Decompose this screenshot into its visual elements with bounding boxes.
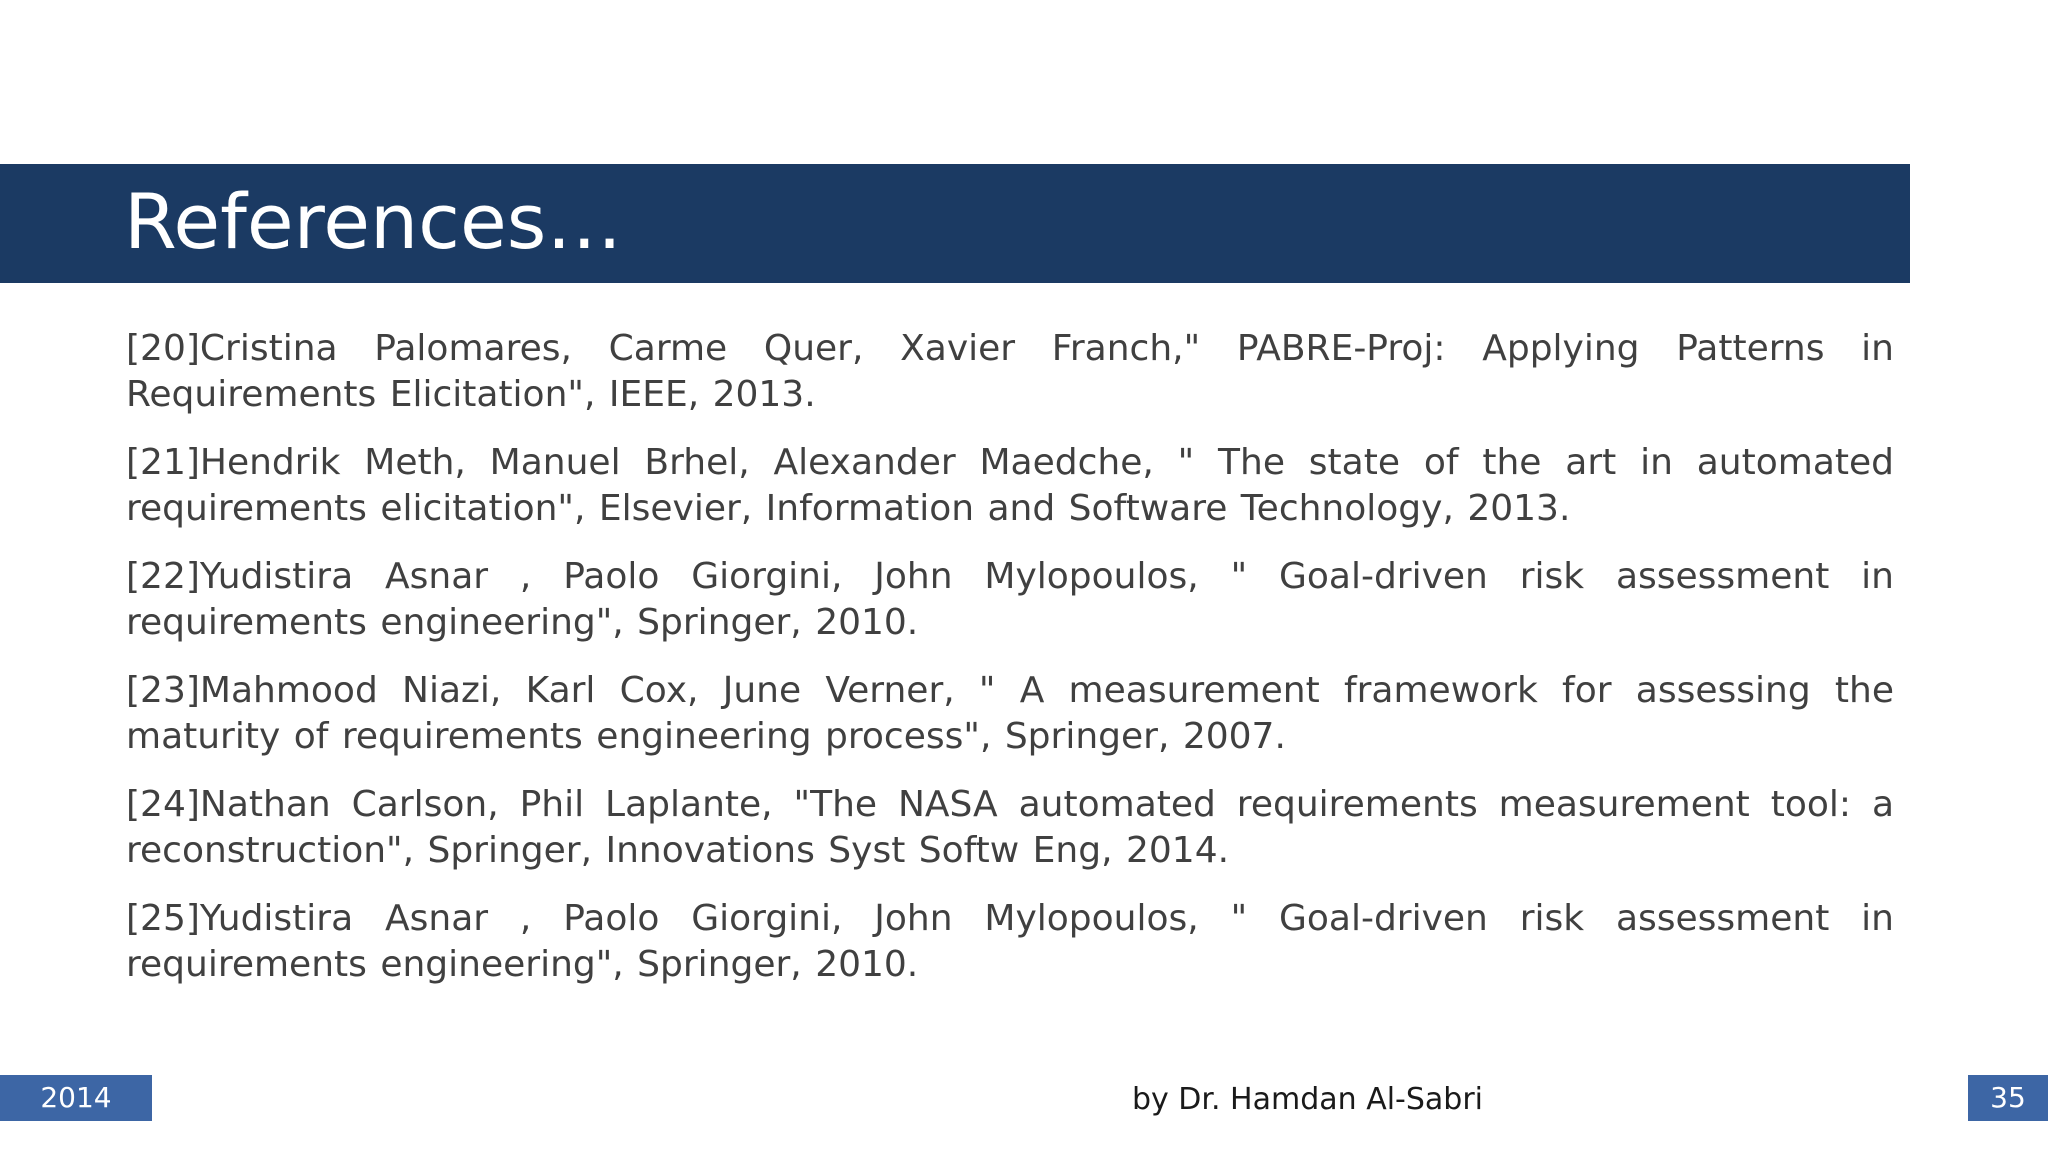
references-list	[126, 326, 1894, 1010]
reference-item: [24]Nathan Carlson, Phil Laplante, "The NASA automated requirements measurement tool: a reconstruction", Springer, Innovations Syst Softw Eng, 2014.	[126, 784, 1894, 871]
reference-item: [21]Hendrik Meth, Manuel Brhel, Alexander Maedche, " The state of the art in automated requirements elicitation", Elsevier, Information and Software Technology, 2013.	[126, 442, 1894, 529]
reference-item: [20]Cristina Palomares, Carme Quer, Xavier Franch," PABRE-Proj: Applying Patterns in Requirements Elicitation", IEEE, 2013.	[126, 328, 1894, 415]
title-bar	[0, 164, 1910, 283]
reference-item: [23]Mahmood Niazi, Karl Cox, June Verner, " A measurement framework for assessing the maturity of requirements engineering process", Springer, 2007.	[126, 670, 1894, 757]
page-number-badge: 35	[1968, 1075, 2048, 1121]
slide-title: References…	[124, 177, 623, 266]
reference-item: [22]Yudistira Asnar , Paolo Giorgini, John Mylopoulos, " Goal-driven risk assessment in requirements engineering", Springer, 2010.	[126, 556, 1894, 643]
footer-author: by Dr. Hamdan Al-Sabri	[1131, 1082, 1484, 1117]
footer-year-badge: 2014	[0, 1075, 152, 1121]
reference-item: [25]Yudistira Asnar , Paolo Giorgini, John Mylopoulos, " Goal-driven risk assessment in requirements engineering", Springer, 2010.	[126, 898, 1894, 985]
